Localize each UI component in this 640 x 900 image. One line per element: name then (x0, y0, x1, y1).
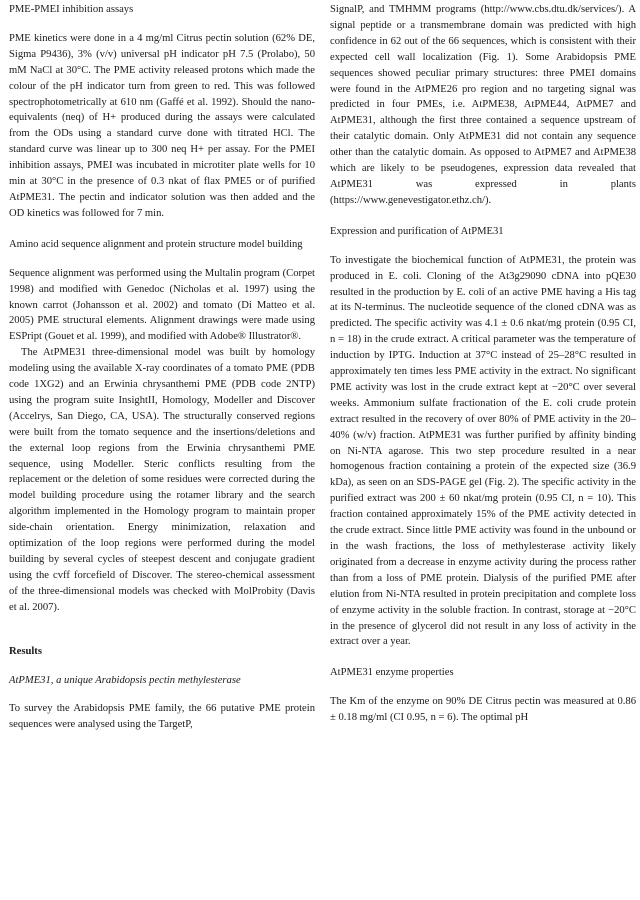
heading-pme-pmei-assays: PME-PMEI inhibition assays (9, 4, 134, 15)
paragraph-pme-kinetics: PME kinetics were done in a 4 mg/ml Citrus pectin solution (62% DE, Sigma P9436), 3% (v/v) universal pH indicator pH 7.5 (Prolabo), 50 mM NaCl at 30°C. The PME activity released protons which made the colour of the pH indicator turn from green to red. This was followed spectrophotometrically at 610 nm (Gaffé et al. 1992). Should the nano-equivalents (neq) of H+ produced during the assays were calculated from the ODs using a standard curve done with titrated HCl. The standard curve was linear up to 300 neq H+ per assay. For the PMEI inhibition assays, PMEI was incubated in microtiter plate wells for 10 min at 30°C in the presence of 0.3 nkat of flax PME5 or of purified AtPME31. The pectin and indicator solution was then added and the OD kinetics was followed for 7 min. (9, 32, 315, 219)
paragraph-sequence-alignment: Sequence alignment was performed using the Multalin program (Corpet 1998) and modified with Genedoc (Nicholas et al. 1997) using the known carrot (Johansson et al. 2002) and tomato (Di Matteo et al. 2005) PME structural elements. Alignment drawings were made using ESPript (Gouet et al. 1999), and modified with Adobe® Illustrator®. (9, 267, 315, 343)
heading-expression-purification: Expression and purification of AtPME31 (330, 225, 504, 237)
paragraph-signal-prediction: SignalP, and TMHMM programs (http://www.cbs.dtu.dk/services/). A signal peptide or a transmembrane domain was predicted with high confidence in 62 out of the 66 sequences, which is consistent with their expected cell wall localization (Fig. 1). Some Arabidopsis PME sequences showed peculiar primary structures: three PMEI domains were found in the AtPME26 pro region and no targeting signal was predicted in four PMEs, i.e. AtPME38, AtPME44, AtPME7 and AtPME31, although the first three contained a sequence upstream of their catalytic domain. Only AtPME31 did not contain any sequence other than the catalytic domain. As opposed to AtPME7 and AtPME38 which are likely to be pseudogenes, expression data revealed that AtPME31 was expressed in plants (https://www.genevestigator.ethz.ch/). (330, 4, 636, 206)
left-column (9, 2, 315, 733)
heading-sequence-alignment: Amino acid sequence alignment and protein structure model building (9, 238, 303, 250)
paragraph-enzyme-km: The Km of the enzyme on 90% DE Citrus pectin was measured at 0.86 ± 0.18 mg/ml (CI 0.95, n = 6). The optimal pH (330, 696, 636, 724)
paragraph-homology-model: The AtPME31 three-dimensional model was built by homology modeling using the available X-ray coordinates of a tomato PME (PDB code 1XG2) and an Erwinia chrysanthemi PME (PDB code 2NTP) using the program suite InsightII, Homology, Modeller and Discover (Accelrys, San Diego, CA, USA). The structurally conserved regions were built from the tomato sequence and the insertions/deletions and the external loop regions from the Erwinia chrysanthemi PME sequence, using Modeller. Steric conflicts resulting from the replacement or the deletion of some residues were corrected during the model building procedure using the rotamer library and the search algorithm implemented in the Homology program to maintain proper side-chain orientation. Energy minimization, relaxation and optimization of the loop regions were performed during the model building by several cycles of steepest descent and conjugate gradient using the cvff forcefield of Discover. The stereo-chemical assessment of the three-dimensional models was checked with MolProbity (Davis et al. 2007). (9, 347, 315, 613)
heading-unique-arabidopsis-pme: AtPME31, a unique Arabidopsis pectin methylesterase (9, 674, 241, 686)
paragraph-survey-pme-family: To survey the Arabidopsis PME family, the 66 putative PME protein sequences were analysed using the TargetP, (9, 703, 315, 731)
heading-enzyme-properties: AtPME31 enzyme properties (330, 667, 454, 679)
heading-results: Results (9, 645, 42, 657)
right-column (330, 2, 636, 726)
paragraph-expression-purification: To investigate the biochemical function of AtPME31, the protein was produced in E. coli. Cloning of the At3g29090 cDNA into pQE30 resulted in the production by E. coli of an active PME having a His tag at its N-terminus. The nucleotide sequence of the cloned cDNA was as predicted. The specific activity was 4.1 ± 0.6 nkat/mg protein (0.95 CI, n = 18) in the crude extract. A critical parameter was the temperature of induction by IPTG. Induction at 37°C instead of 25–28°C resulted in approximately ten times less PME activity in the extract. No significant PME activity was lost in the crude extract kept at −20°C over several weeks. Ammonium sulfate fractionation of the E. coli crude protein extract resulted in the recovery of over 80% of PME activity in the 20–40% (w/v) fraction. AtPME31 was further purified by affinity binding on Ni-NTA agarose. This two step procedure resulted in a near homogenous fraction containing a protein of the expected size (36.9 kDa), as seen on an SDS-PAGE gel (Fig. 2). The specific activity in the purified extract was 200 ± 60 nkat/mg protein (0.95 CI, n = 10). This fraction contained approximately 15% of the PME activity detected in the crude extract. Since little PME activity was found in the unbound or in the wash fractions, the loss of methylesterase activity likely originated from a decrease in enzyme activity during the process rather than from a loss of PME protein. Dialysis of the purified PME after elution from Ni-NTA resulted in protein precipitation and complete loss of enzyme activity in the soluble fraction. In contrast, storage at −20°C in the presence of glycerol did not result in any loss of activity in the extract over a year. (330, 254, 636, 648)
